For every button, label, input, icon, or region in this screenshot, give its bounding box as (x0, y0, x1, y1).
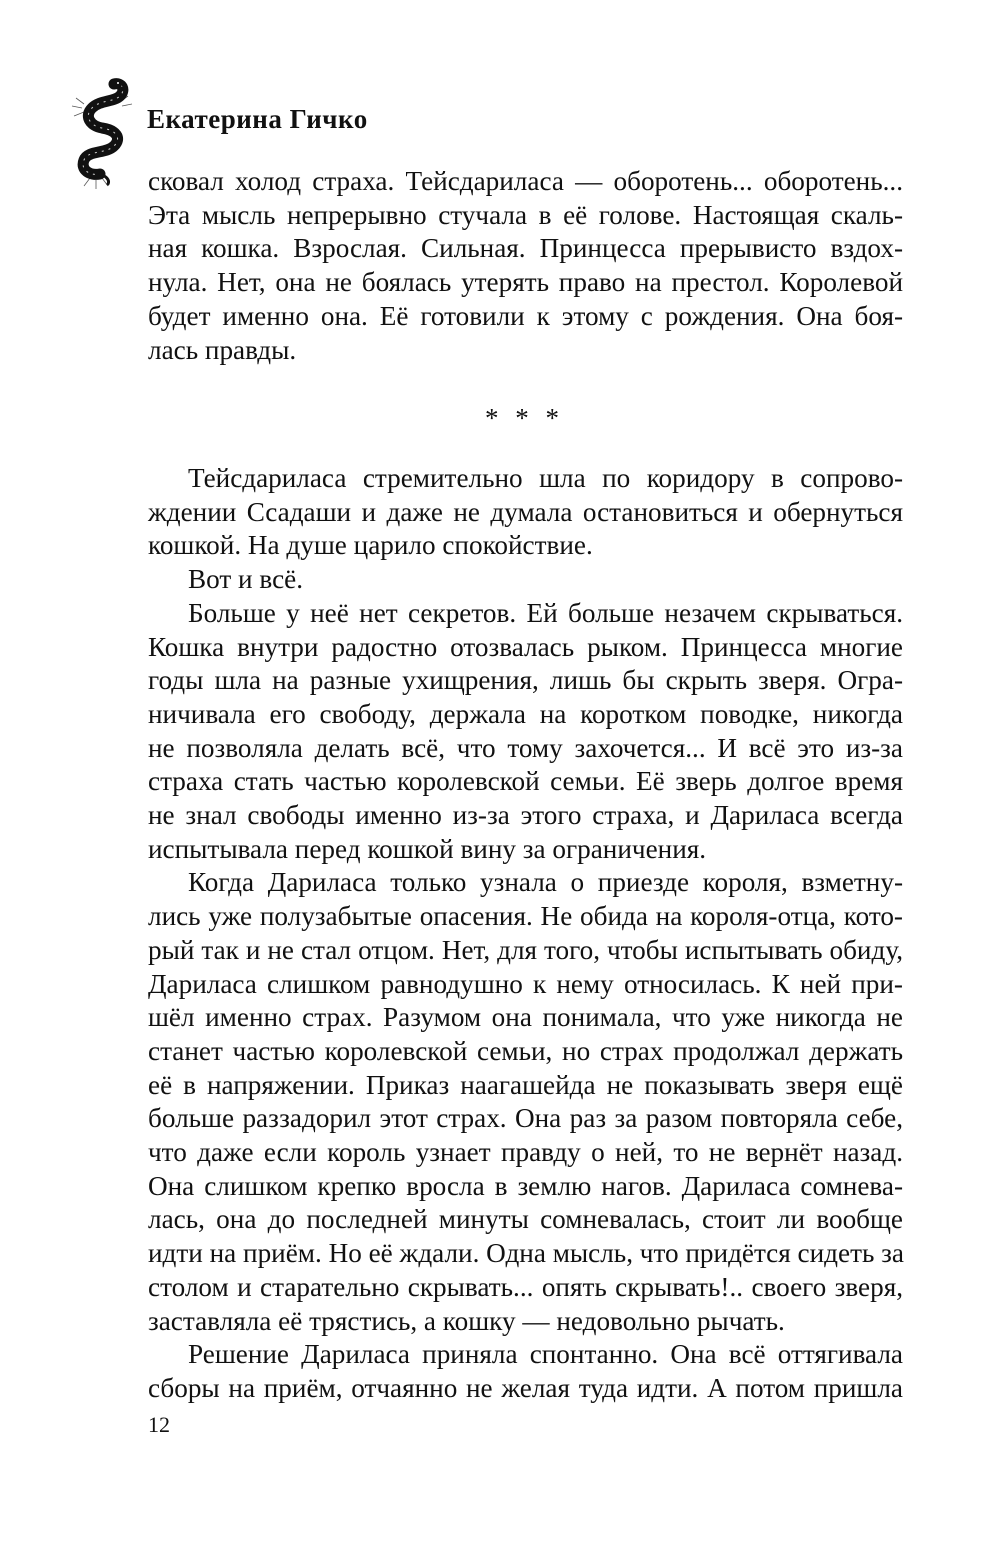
text-line: нула. Нет, она не боялась утерять право на престол. Королевой (148, 267, 903, 298)
text-line: Когда Дариласа только узнала о приезде короля, взметну- (188, 867, 903, 898)
text-line: её в напряжении. Приказ наагашейда не показывать зверя ещё (148, 1069, 903, 1100)
text-line: кошкой. На душе царило спокойствие. (148, 530, 593, 561)
text-line: испытывала перед кошкой вину за ограничения. (148, 833, 707, 864)
text-line: сковал холод страха. Тейсдариласа — оборотень... оборотень... (148, 166, 903, 196)
text-line: лась, она до последней минуты сомневалась, стоит ли вообще (148, 1204, 903, 1235)
text-line: Решение Дариласа приняла спонтанно. Она всё оттягивала (188, 1339, 903, 1370)
text-line: ная кошка. Взрослая. Сильная. Принцесса прерывисто вздох- (148, 233, 903, 264)
text-line: станет частью королевской семьи, но страх продолжал держать (148, 1035, 903, 1066)
text-line: шёл именно страх. Разумом она понимала, что уже никогда не (148, 1002, 903, 1033)
text-line: Она слишком крепко вросла в землю нагов. Дариласа сомнева- (148, 1170, 903, 1201)
text-line: что даже если король узнает правду о ней, то не вернёт назад. (148, 1137, 903, 1168)
text-line: Больше у неё нет секретов. Ей больше незачем скрываться. (188, 597, 903, 628)
text-line: Вот и всё. (188, 564, 304, 595)
text-line: заставляла её трястись, а кошку — недовольно рычать. (148, 1305, 785, 1336)
text-line: не позволяла делать всё, что тому захочется... И всё это из-за (148, 732, 903, 763)
paragraph-block-2 (148, 462, 903, 1406)
text-line: Эта мысль непрерывно стучала в её голове. Настоящая скаль- (148, 199, 903, 230)
text-line: сборы на приём, отчаянно не желая туда идти. А потом пришла (148, 1372, 903, 1403)
text-line: больше раззадорил этот страх. Она раз за разом повторяла себе, (148, 1103, 903, 1134)
text-line: столом и старательно скрывать... опять скрывать!.. своего зверя, (148, 1271, 903, 1302)
text-line: лись уже полузабытые опасения. Не обида на короля-отца, кото- (148, 901, 903, 932)
text-line: страха стать частью королевской семьи. Её зверь долгое время (148, 766, 903, 797)
text-line: ничивала его свободу, держала на коротком поводке, никогда (148, 698, 903, 729)
paragraph-block-1 (148, 165, 903, 367)
section-separator: * * * (485, 403, 559, 433)
author-name: Екатерина Гичко (147, 104, 368, 134)
text-line: Тейсдариласа стремительно шла по коридору в сопрово- (188, 463, 903, 493)
text-line: ждении Ссадаши и даже не думала остановиться и обернуться (148, 496, 903, 527)
text-line: Дариласа слишком равнодушно к нему относилась. К ней при- (148, 968, 903, 999)
text-line: Кошка внутри радостно отозвалась рыком. Принцесса многие (148, 631, 903, 662)
text-line: будет именно она. Её готовили к этому с рождения. Она боя- (148, 300, 903, 331)
text-line: идти на приём. Но её ждали. Одна мысль, что придётся сидеть за (148, 1238, 904, 1269)
page-number: 12 (148, 1412, 170, 1437)
text-line: не знал свободы именно из-за этого страха, и Дариласа всегда (148, 800, 903, 831)
text-line: рый так и не стал отцом. Нет, для того, чтобы испытывать обиду, (148, 934, 903, 965)
text-line: лась правды. (148, 334, 297, 365)
snake-emblem-icon (70, 78, 140, 190)
text-line: годы шла на разные ухищрения, лишь бы скрыть зверя. Огра- (148, 665, 903, 696)
